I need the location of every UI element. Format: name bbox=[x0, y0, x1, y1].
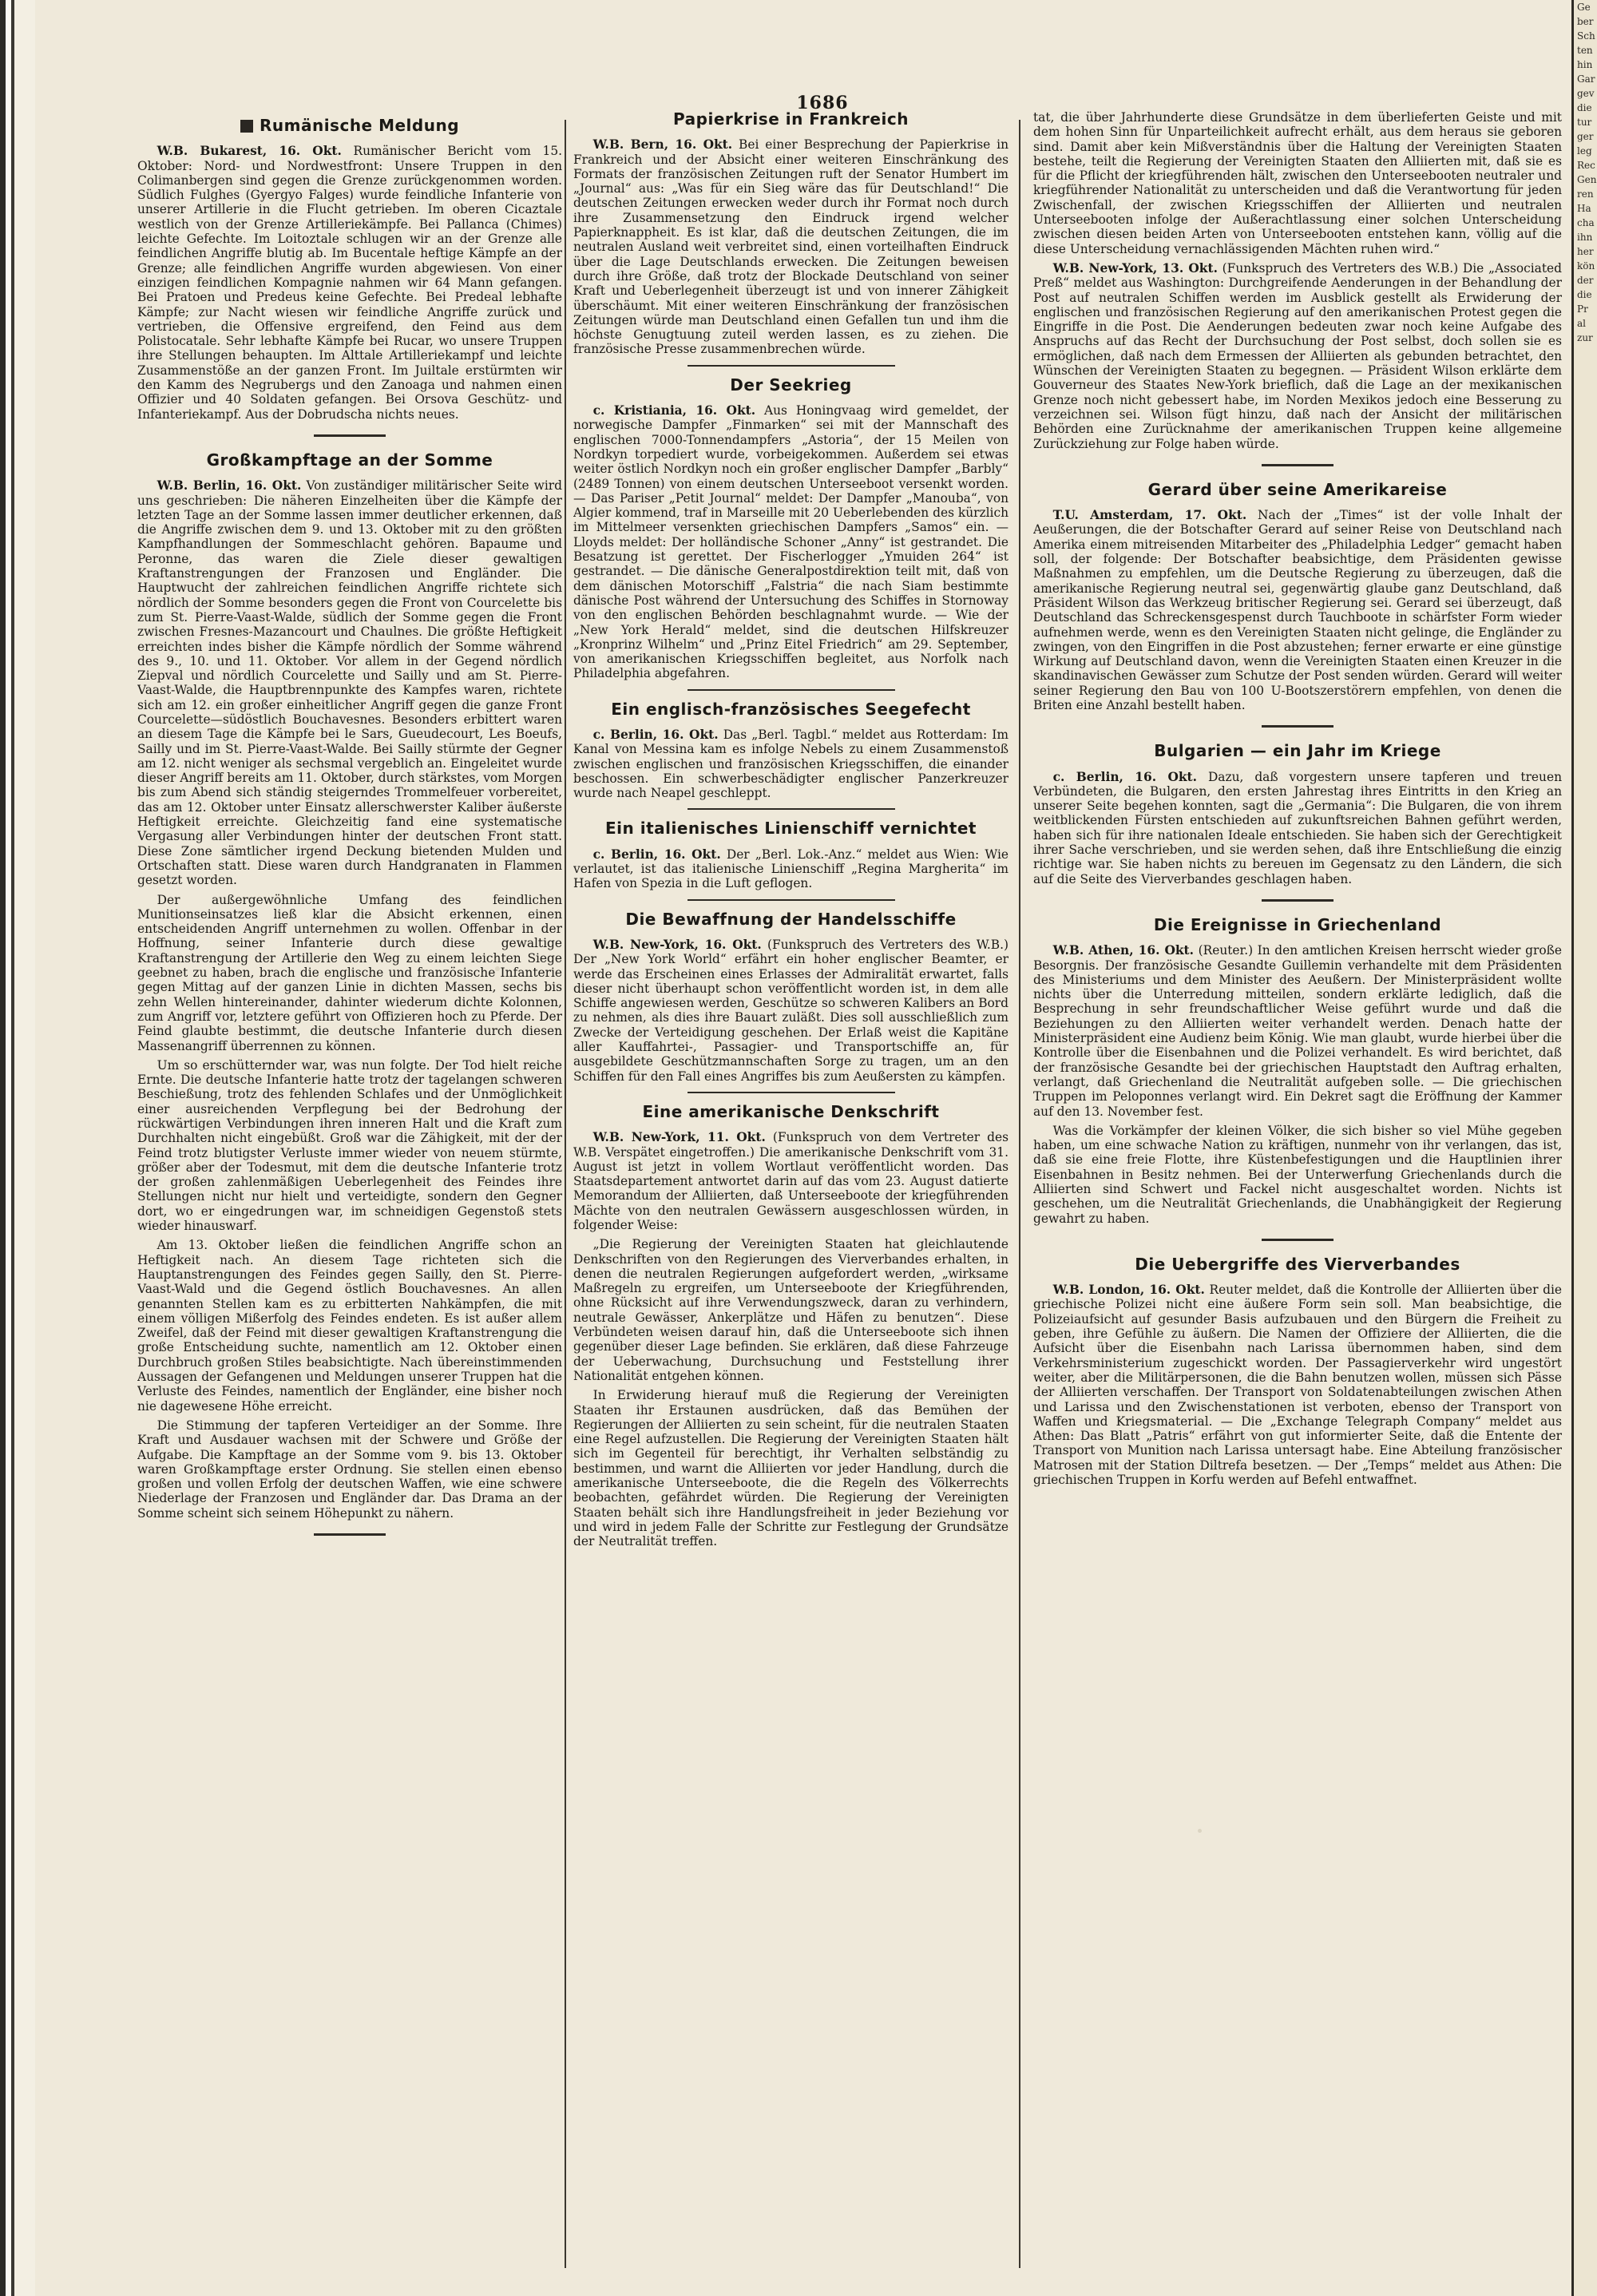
article-title: Die Uebergriffe des Vierverbandes bbox=[1135, 1254, 1460, 1274]
separator bbox=[314, 1533, 386, 1536]
edge-fragment: tur bbox=[1577, 117, 1592, 128]
column-rule bbox=[1019, 120, 1020, 2268]
dateline: T.U. Amsterdam, 17. Okt. bbox=[1052, 508, 1247, 523]
article-title: Die Ereignisse in Griechenland bbox=[1153, 914, 1442, 934]
article-title: Gerard über seine Amerikareise bbox=[1147, 479, 1448, 499]
separator bbox=[688, 1092, 895, 1093]
separator bbox=[688, 689, 895, 691]
right-page-edge bbox=[1571, 0, 1597, 2296]
article-paragraph: W.B. Athen, 16. Okt. (Reuter.) In den amtlichen Kreisen herrscht wieder große Besorgnis. Der französische Gesandte Guillemin verhandelte mit dem Präsidenten des Ministeriums und dem Minister des Aeußern. Der Ministerpräsident wollte nichts über die Unterredung mitteilen, sondern erklärte lediglich, daß die Besprechung in sehr freundschaftlicher Weise geführt wurde und daß die Beziehungen zu den Alliierten weiter verhandelt werden. Denach hatte der Ministerpräsident eine Audienz beim König. Wie man glaubt, wurde hierbei über die Kontrolle über die Eisenbahnen und die Polizei verhandelt. Es wird berichtet, daß der französische Gesandte bei der griechischen Hauptstadt den Auftrag erhalten, verlangt, daß Griechenland die Neutralität aufgeben solle. — Die griechischen Truppen im Peloponnes verlangt wird. Ein Dekret sagt die Eröffnung der Kammer auf den 13. November fest. bbox=[1033, 943, 1562, 1119]
edge-fragment: ten bbox=[1577, 45, 1593, 56]
article-paragraph: Um so erschütternder war, was nun folgte. Der Tod hielt reiche Ernte. Die deutsche Infanterie hatte trotz der tagelangen schweren Beschießung, trotz des fehlenden Schlafes und der Unmöglichkeit einer ausreichenden Verpflegung bei der Bedrohung der rückwärtigen Verbindungen ihren inneren Halt und die Kraft zum Durchhalten nicht eingebüßt. Groß war die Zähigkeit, mit der der Feind trotz blutigster Verluste immer wieder von neuem stürmte, größer aber der Todesmut, mit dem die deutsche Infanterie trotz der großen zahlenmäßigen Ueberlegenheit des Feindes ihre Stellungen nicht nur hielt und verteidigte, sondern den Gegner dort, wo er eingedrungen war, im schneidigen Gegenstoß stets wieder hinauswarf. bbox=[137, 1057, 562, 1234]
article-paragraph: c. Berlin, 16. Okt. Dazu, daß vorgestern unsere tapferen und treuen Verbündeten, die Bulgaren, den ersten Jahrestag ihres Eintritts in den Krieg an unserer Seite begehen konnten, sagt die „Germania“: Die Bulgaren, die von ihrem weitblickenden Fürsten entschieden auf zukunftsreichen Bahnen geführt werden, haben sich für ihre nationalen Ideale entschieden. Sie haben sich der Gerechtigkeit ihrer Sache verschrieben, und sie werden sehen, daß ihre Entschließung die einzig richtige war. Sie haben nichts zu bereuen im Gegensatz zu den Ländern, die sich auf die Seite des Vierverbandes geschlagen haben. bbox=[1033, 769, 1562, 886]
edge-fragment: Ge bbox=[1577, 2, 1591, 13]
edge-fragment: Pr bbox=[1577, 303, 1588, 315]
edge-fragment: die bbox=[1577, 102, 1592, 113]
dateline: W.B. London, 16. Okt. bbox=[1052, 1283, 1205, 1298]
article-title: Die Bewaffnung der Handelsschiffe bbox=[625, 909, 957, 929]
dateline: W.B. New-York, 13. Okt. bbox=[1052, 260, 1218, 276]
dateline: c. Berlin, 16. Okt. bbox=[592, 727, 719, 742]
article-paragraph: Am 13. Oktober ließen die feindlichen Angriffe schon an Heftigkeit nach. An diesem Tage richteten sich die Hauptanstrengungen des Feindes gegen Sailly, den St. Pierre-Vaast-Wald und die Gegend östlich Bouchavesnes. An allen genannten Stellen kam es zu erbitterten Nahkämpfen, die mit einem völligen Mißerfolg des Feindes endeten. Es ist außer allem Zweifel, daß der Feind mit dieser gewaltigen Kraftanstrengung die große Entscheidung suchte, namentlich am 12. Oktober einen Durchbruch großen Stiles beabsichtigte. Nach übereinstimmenden Aussagen der Gefangenen und Meldungen unserer Truppen hat die Verluste des Feindes, namentlich der Engländer, eine bisher noch nie dagewesene Höhe erreicht. bbox=[137, 1238, 562, 1414]
article-paragraph: c. Berlin, 16. Okt. Der „Berl. Lok.-Anz.“ meldet aus Wien: Wie verlautet, ist das italienische Linienschiff „Regina Margherita“ im Hafen von Spezia in die Luft geflogen. bbox=[573, 847, 1009, 891]
edge-fragment: cha bbox=[1577, 217, 1595, 228]
separator bbox=[1262, 464, 1333, 466]
article-title: Eine amerikanische Denkschrift bbox=[642, 1101, 940, 1121]
edge-fragment: al bbox=[1577, 318, 1586, 329]
article-paragraph: In Erwiderung hierauf muß die Regierung der Vereinigten Staaten ihr Erstaunen ausdrücken, daß das Bemühen der Regierungen der Alliierten zu sein scheint, für die neutralen Staaten eine Regel aufzustellen. Die Regierung der Vereinigten Staaten hält sich im Gegenteil für berechtigt, ihr Verhalten selbständig zu bestimmen, und warnt die Alliierten vor jeder Handlung, durch die amerikanische Unterseeboote, die die Regeln des Völkerrechts beobachten, gefährdet würden. Die Regierung der Vereinigten Staaten behält sich ihre Handlungsfreiheit in jeder Beziehung vor und wird in jedem Falle der Schritte zur Festlegung der Grundsätze der Neutralität treffen. bbox=[573, 1388, 1009, 1549]
dateline: W.B. Bukarest, 16. Okt. bbox=[157, 144, 342, 159]
dateline: c. Berlin, 16. Okt. bbox=[1052, 769, 1198, 784]
edge-fragment: hin bbox=[1577, 59, 1593, 70]
edge-fragment: ber bbox=[1577, 16, 1594, 27]
edge-fragment: ger bbox=[1577, 131, 1594, 142]
edge-fragment: zur bbox=[1577, 332, 1593, 343]
edge-fragment: Gar bbox=[1577, 73, 1595, 85]
edge-fragment: kön bbox=[1577, 260, 1595, 272]
edge-fragment: ihn bbox=[1577, 232, 1593, 243]
article-title: Ein italienisches Linienschiff vernichtet bbox=[605, 819, 977, 839]
article-paragraph: Der außergewöhnliche Umfang des feindlichen Munitionseinsatzes ließ klar die Absicht erkennen, einen entscheidenden Angriff unternehmen zu wollen. Offenbar in der Hoffnung, seiner Infanterie durch diese gewaltige Kraftanstrengung der Artillerie den Weg zu einem leichten Siege geebnet zu haben, brach die englische und französische Infanterie gegen Mittag auf der ganzen Linie in dichten Massen, sechs bis zehn Wellen hintereinander, dahinter wiederum dichte Kolonnen, zum Angriff vor, letztere geführt von Offizieren hoch zu Pferde. Der Feind glaubte bestimmt, die deutsche Infanterie durch diesen Massenangriff überrennen zu können. bbox=[137, 892, 562, 1053]
edge-fragment: Ha bbox=[1577, 203, 1591, 214]
dateline: W.B. New-York, 11. Okt. bbox=[592, 1130, 766, 1145]
edge-fragment: her bbox=[1577, 246, 1594, 257]
edge-fragment: leg bbox=[1577, 145, 1592, 157]
article-paragraph: „Die Regierung der Vereinigten Staaten hat gleichlautende Denkschriften von den Regierungen des Vierverbandes erhalten, in denen die neutralen Regierungen aufgefordert werden, „wirksame Maßregeln zu ergreifen, um Unterseeboote der Kriegführenden, ohne Rücksicht auf ihre Verwendungszweck, daran zu verhindern, neutrale Gewässer, Ankerplätze und Häfen zu benutzen“. Diese Verbündeten weisen darauf hin, daß die Unterseeboote sich ihnen gegenüber dieser Lage befinden. Sie erklären, daß diese Fahrzeuge der Ueberwachung, Durchsuchung und Feststellung ihrer Nationalität entgehen können. bbox=[573, 1237, 1009, 1383]
column-2 bbox=[573, 112, 1009, 2268]
edge-fragment: die bbox=[1577, 289, 1592, 300]
column-rule bbox=[565, 120, 566, 2268]
dateline: W.B. Athen, 16. Okt. bbox=[1052, 943, 1195, 958]
scan-speck bbox=[495, 966, 500, 971]
article-paragraph: tat, die über Jahrhunderte diese Grundsätze in dem überlieferten Geiste und mit dem hohen Sinn für Unparteilichkeit aufrecht erhält, aus dem heraus sie geboren sind. Damit aber kein Mißverständnis über die Haltung der Vereinigten Staaten bestehe, teilt die Regierung der Vereinigten Staaten den Alliierten mit, daß sie es für die Pflicht der kriegführenden hält, zwischen den Unterseebooten neutraler und kriegführender Nationalität zu unterscheiden und daß die Verantwortung für jeden Zwischenfall, der zwischen Kriegsschiffen der Alliierten und neutralen Unterseebooten infolge der Außerachtlassung einer solchen Unterscheidung zwischen diesen beiden Arten von Unterseebooten entstehen kann, völlig auf die diese Unterscheidung vernachlässigenden Mächten ruhen wird.“ bbox=[1033, 110, 1562, 256]
edge-fragment: ren bbox=[1577, 188, 1594, 200]
dateline: c. Berlin, 16. Okt. bbox=[592, 847, 721, 862]
article-paragraph: W.B. New-York, 16. Okt. (Funkspruch des Vertreters des W.B.) Der „New York World“ erfährt ein hoher englischer Beamter, er werde das Erscheinen eines Erlasses der Admiralität erwartet, falls dieser nicht überhaupt schon veröffentlicht worden ist, in dem alle Schiffe angewiesen werden, Geschütze so schweren Kalibers an Bord zu nehmen, als dies ihre Bauart zuläßt. Dies soll ausschließlich zum Zwecke der Verteidigung geschehen. Der Erlaß weist die Kapitäne aller Kauffahrtei-, Passagier- und Transportschiffe an, für ausgebildete Geschützmannschaften Sorge zu tragen, um an den Schiffen für den Fall eines Angriffes bis zum Aeußersten zu kämpfen. bbox=[573, 937, 1009, 1084]
edge-fragment: gev bbox=[1577, 88, 1595, 99]
article-paragraph: W.B. Berlin, 16. Okt. Von zuständiger militärischer Seite wird uns geschrieben: Die näheren Einzelheiten über die Kämpfe der letzten Tage an der Somme lassen immer deutlicher erkennen, daß die Angriffe zwischen dem 9. und 13. Oktober mit zu den größten Kampfhandlungen der Sommeschlacht gehören. Bapaume und Peronne, das waren die Ziele dieser gewaltigen Kraftanstrengungen der Franzosen und Engländer. Die Hauptwucht der zahlreichen feindlichen Angriffe richtete sich nördlich der Somme besonders gegen die Front von Courcelette bis zum St. Pierre-Vaast-Walde, südlich der Somme gegen die Front zwischen Fresnes-Mazancourt und Chaulnes. Die größte Heftigkeit erreichten indes bisher die Kämpfe nördlich der Somme während des 9., 10. und 11. Oktober. Vor allem in der Gegend nördlich Ziepval und nördlich Courcelette und Sailly und am St. Pierre-Vaast-Walde, die Hauptbrennpunkte des Kampfes waren, richtete sich am 12. ein großer einheitlicher Angriff gegen die ganze Front Courcelette—südöstlich Bouchavesnes. Besonders erbittert waren an diesem Tage die Kämpfe bei le Sars, Gueudecourt, Les Boeufs, Sailly und im St. Pierre-Vaast-Walde. Bei Sailly stürmte der Gegner am 12. nicht weniger als sechsmal vergeblich an. Eingeleitet wurde dieser Angriff bereits am 11. Oktober, durch stärkstes, vom Morgen bis zum Abend sich ständig steigerndes Trommelfeuer vorbereitet, das am 12. Oktober unter Einsatz allerschwerster Kaliber äußerste Heftigkeit erreichte. Gleichzeitig fand eine systematische Vergasung aller Verbindungen hinter der deutschen Front statt. Diese Zone sämtlicher irgend Deckung bietenden Mulden und Ortschaften statt. Diese waren durch Handgranaten in Flammen gesetzt worden. bbox=[137, 478, 562, 888]
dateline: c. Kristiania, 16. Okt. bbox=[592, 403, 756, 418]
article-paragraph: Was die Vorkämpfer der kleinen Völker, die sich bisher so viel Mühe gegeben haben, um eine schwache Nation zu kräftigen, nunmehr von ihr verlangen, das ist, daß sie eine freie Flotte, ihre Küstenbefestigungen und die Hauptlinien ihrer Eisenbahnen in Besitz nehmen. Bei der Unterwerfung Griechenlands durch die Alliierten sind Schwert und Fackel nicht ausgeschaltet worden. Nichts ist geschehen, um die Neutralität Griechenlands, die Unabhängigkeit der Regierung gewahrt zu haben. bbox=[1033, 1123, 1562, 1226]
edge-fragment: der bbox=[1577, 275, 1594, 286]
page-number: 1686 bbox=[796, 93, 849, 113]
article-paragraph: W.B. Bukarest, 16. Okt. Rumänischer Bericht vom 15. Oktober: Nord- und Nordwestfront: Unsere Truppen in den Colimanbergen sind gegen die Grenze zurückgenommen worden. Südlich Fulghes (Gyergyo Falges) wurde feindliche Infanterie von unserer Artillerie in die Flucht getrieben. Im oberen Cicaztale westlich von der Grenze Artilleriekämpfe. Bei Pallanca (Chimes) leichte Gefechte. Im Loitoztale schlugen wir an der Grenze alle feindlichen Angriffe blutig ab. Im Bucentale heftige Kämpfe an der Grenze; alle feindlichen Angriffe wurden abgewiesen. Von einer einzigen feindlichen Kompagnie nahmen wir 64 Mann gefangen. Bei Pratoen und Predeus keine Gefechte. Bei Predeal lebhafte Kämpfe; zur Nacht wiesen wir feindliche Angriffe zurück und vertrieben, die Offensive ergreifend, den Feind aus dem Polistocatale. Sehr lebhafte Kämpfe bei Rucar, wo unsere Truppen ihre Stellungen behaupten. Im Alttale Artilleriekampf und leichte Zusammenstöße an der ganzen Front. Im Juiltale erstürmten wir den Kamm des Negrubergs und den Zanoaga und nahmen einen Offizier und 40 Soldaten gefangen. Bei Orsova Geschütz- und Infanteriekampf. Aus der Dobrudscha nichts neues. bbox=[137, 144, 562, 422]
edge-fragment: Sch bbox=[1577, 30, 1595, 42]
separator bbox=[688, 365, 895, 367]
article-paragraph: W.B. New-York, 11. Okt. (Funkspruch von dem Vertreter des W.B. Verspätet eingetroffen.) Die amerikanische Denkschrift vom 31. August ist jetzt in vollem Wortlaut veröffentlicht worden. Das Staatsdepartement antwortet darin auf das vom 23. August datierte Memorandum der Alliierten, daß Unterseeboote der kriegführenden Mächte von den neutralen Gewässern ausgeschlossen würden, in folgender Weise: bbox=[573, 1130, 1009, 1232]
separator bbox=[314, 434, 386, 437]
separator bbox=[1262, 725, 1333, 728]
dateline: W.B. Berlin, 16. Okt. bbox=[157, 478, 302, 494]
scan-speck bbox=[1198, 1829, 1202, 1833]
article-paragraph: W.B. New-York, 13. Okt. (Funkspruch des Vertreters des W.B.) Die „Associated Preß“ meldet aus Washington: Durchgreifende Aenderungen in der Behandlung der Post auf neutralen Schiffen werden im Ausblick gestellt als Erwiderung der englischen und französischen Regierung auf den amerikanischen Protest gegen die Eingriffe in die Post. Die Aenderungen bedeuten zwar noch keine Aufgabe des Anspruchs auf das Recht der Durchsuchung der Post selbst, doch sollen sie es ermöglichen, daß nach dem Ermessen der Alliierten als gebunden betrachtet, den Wünschen der Vereinigten Staaten zu begegnen. — Präsident Wilson erklärte dem Gouverneur des Staates New-York brieflich, daß die Lage an der mexikanischen Grenze noch nicht gebessert habe, im Norden Mexikos jedoch eine Besserung zu verzeichnen sei. Wilson fügt hinzu, daß nach der Ansicht der militärischen Behörden eine Zurücknahme der amerikanischen Truppen keine allgemeine Zurückziehung zur Folge haben würde. bbox=[1033, 260, 1562, 451]
article-title: Der Seekrieg bbox=[730, 375, 852, 395]
separator bbox=[688, 808, 895, 810]
separator bbox=[1262, 1239, 1333, 1241]
article-paragraph: W.B. Bern, 16. Okt. Bei einer Besprechung der Papierkrise in Frankreich und der Absicht einer weiteren Einschränkung des Formats der französischen Zeitungen ruft der Senator Humbert im „Journal“ aus: „Was für ein Sieg wäre das für Deutschland!“ Die deutschen Zeitungen erwecken weder durch ihr Format noch durch ihre Zusammensetzung den Eindruck irgend welcher Papierknappheit. Es ist klar, daß die deutschen Zeitungen, die im neutralen Ausland weit verbreitet sind, einen vorteilhaften Eindruck über die Lage Deutschlands erwecken. Die Zeitungen beweisen durch ihre Größe, daß trotz der Blockade Deutschland von seiner Kraft und Ueberlegenheit überzeugt ist und von innerer Zähigkeit überschäumt. Mit einer weiteren Einschränkung der französischen Zeitungen würde man Deutschland einen Gefallen tun und ihm die höchste Genugtuung zuteil werden lassen, es zu ziehen. Die französische Presse zusammenbrechen würde. bbox=[573, 137, 1009, 357]
dateline: W.B. New-York, 16. Okt. bbox=[592, 937, 762, 952]
article-paragraph: Die Stimmung der tapferen Verteidiger an der Somme. Ihre Kraft und Ausdauer wachsen mit der Schwere und Größe der Aufgabe. Die Kampftage an der Somme vom 9. bis 13. Oktober waren Großkampftage erster Ordnung. Sie stellen einen ebenso großen und vollen Erfolg der deutschen Waffen, wie eine schwere Niederlage der Franzosen und Engländer dar. Das Drama an der Somme scheint sich seinem Höhepunkt zu nähern. bbox=[137, 1418, 562, 1521]
article-title: Papierkrise in Frankreich bbox=[673, 112, 909, 129]
article-paragraph: T.U. Amsterdam, 17. Okt. Nach der „Times“ ist der volle Inhalt der Aeußerungen, die der Botschafter Gerard auf seiner Reise von Deutschland nach Amerika einem mitreisenden Mitarbeiter des „Philadelphia Ledger“ gemacht haben soll, der folgende: Der Botschafter beabsichtige, dem Präsidenten gewisse Maßnahmen zu empfehlen, um die Deutsche Regierung zu überzeugen, daß die amerikanische Regierung neutral sei, gegenwärtig glaube ganz Deutschland, daß Präsident Wilson das Werkzeug britischer Regierung sei. Gerard sei überzeugt, daß Deutschland das Schreckensgespenst durch Tauchboote in schärfster Form wieder aufnehmen werde, wenn es den Vereinigten Staaten nicht gelinge, die Engländer zu zwingen, von den Eingriffen in die Post abzustehen; ferner erwarte er eine günstige Wirkung auf Deutschland davon, wenn die Vereinigten Staaten einen Kreuzer in die skandinavischen Gewässer zum Schutze der Post senden würden. Gerard will weiter seiner Regierung den Bau von 100 U-Bootszerstörern empfehlen, von denen die Briten eine Anzahl bestellt haben. bbox=[1033, 508, 1562, 712]
flag-icon bbox=[240, 120, 253, 133]
article-title: Ein englisch-französisches Seegefecht bbox=[611, 699, 971, 719]
article-title: Rumänische Meldung bbox=[137, 118, 562, 133]
article-paragraph: W.B. London, 16. Okt. Reuter meldet, daß die Kontrolle der Alliierten über die griechische Polizei nicht eine äußere Form sein soll. Man beabsichtige, die Polizeiaufsicht auf gesunder Basis aufzubauen und den Bürgern die Freiheit zu geben, ihre Gefühle zu äußern. Die Namen der Offiziere der Alliierten, die die Aufsicht über die Eisenbahn nach Larissa übernommen haben, sind dem Verkehrsministerium zugeschickt worden. Der Passagierverkehr wird ungestört weiter, aber die Militärpersonen, die die Bahn benutzen wollen, müssen sich Pässe der Alliierten verschaffen. Der Transport von Soldatenabteilungen zwischen Athen und Larissa und den Zwischenstationen ist verboten, ebenso der Transport von Waffen und Kriegsmaterial. — Die „Exchange Telegraph Company“ meldet aus Athen: Das Blatt „Patris“ erfährt von gut informierter Seite, daß die Entente der Transport von Munition nach Larissa untersagt habe. Eine Abteilung französischer Matrosen mit der Station Diltrefa besetzen. — Der „Temps“ meldet aus Athen: Die griechischen Truppen in Korfu werden auf Befehl entwaffnet. bbox=[1033, 1283, 1562, 1488]
left-page-edge bbox=[0, 0, 35, 2296]
article-paragraph: c. Kristiania, 16. Okt. Aus Honingvaag wird gemeldet, der norwegische Dampfer „Finmarken“ sei mit der Mannschaft des englischen 7000-Tonnendampfers „Astoria“, der 15 Meilen von Nordkyn torpediert wurde, vorbeigekommen. Außerdem sei etwas weiter östlich Nordkyn noch ein großer englischer Dampfer „Barbly“ (2489 Tonnen) von einem deutschen Unterseeboot versenkt worden. — Das Pariser „Petit Journal“ meldet: Der Dampfer „Manouba“, von Algier kommend, traf in Marseille mit 20 Ueberlebenden des kürzlich im Mittelmeer versenkten griechischen Dampfers „Samos“ ein. — Lloyds meldet: Der holländische Schoner „Anny“ ist gestrandet. Die Besatzung ist gerettet. Der Fischerlogger „Ymuiden 264“ ist gestrandet. — Die dänische Generalpostdirektion teilt mit, daß von dem dänischen Motorschiff „Falstria“ die nach Siam bestimmte dänische Post während der Untersuchung des Schiffes in Stornoway von den englischen Behörden beschlagnahmt wurde. — Wie der „New York Herald“ meldet, sind die deutschen Hilfskreuzer „Kronprinz Wilhelm“ und „Prinz Eitel Friedrich“ am 29. September, von amerikanischen Kriegsschiffen begleitet, aus Norfolk nach Philadelphia abgefahren. bbox=[573, 403, 1009, 681]
edge-fragment: Rec bbox=[1577, 160, 1595, 171]
column-1 bbox=[137, 118, 562, 2274]
edge-fragment: Gen bbox=[1577, 174, 1597, 185]
separator bbox=[1262, 899, 1333, 902]
dateline: W.B. Bern, 16. Okt. bbox=[592, 137, 733, 153]
separator bbox=[688, 899, 895, 901]
article-paragraph: c. Berlin, 16. Okt. Das „Berl. Tagbl.“ meldet aus Rotterdam: Im Kanal von Messina kam es infolge Nebels zu einem Zusammenstoß zwischen englischen und französischen Kriegsschiffen, die einander beschossen. Ein schwerbeschädigter englischer Panzerkreuzer wurde nach Neapel geschleppt. bbox=[573, 727, 1009, 801]
article-title: Bulgarien — ein Jahr im Kriege bbox=[1154, 741, 1441, 761]
article-title: Großkampftage an der Somme bbox=[206, 450, 493, 470]
column-3 bbox=[1033, 110, 1562, 2266]
